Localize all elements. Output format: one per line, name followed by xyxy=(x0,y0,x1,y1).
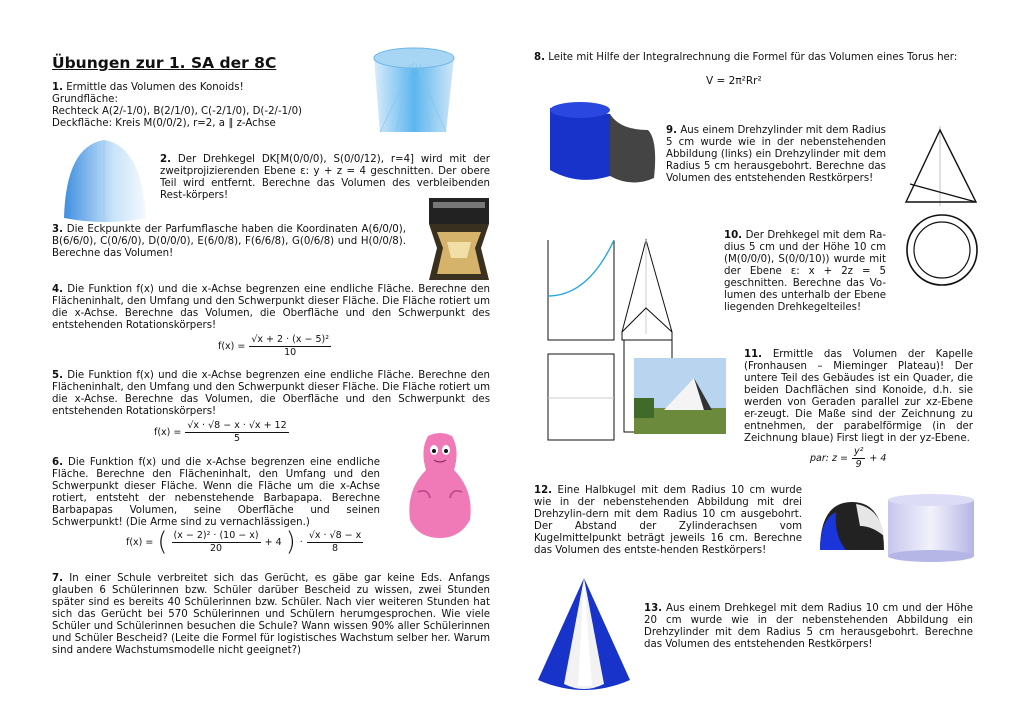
task-number: 12. xyxy=(534,485,553,496)
formula-denominator: 8 xyxy=(332,542,339,554)
task-1-line: Deckfläche: Kreis M(0/0/2), r=2, a ∥ z-Achse xyxy=(52,118,276,129)
task-number: 13. xyxy=(644,603,663,614)
drilled-hemisphere-image xyxy=(816,496,888,556)
task-9-text: Aus einem Drehzylinder mit dem Radius 5 cm wurde wie in der nebenstehenden Abbildung (links) ein Drehzylinder mit dem Radius 5 cm herausgebohrt. Berechne das Volumen des entstehenden Restkörpers! xyxy=(666,125,886,184)
task-11-text: Ermittle das Volumen der Kapelle (Fronhausen – Mieminger Plateau)! Der untere Teil des Gebäudes ist ein Quader, die beiden Dachflächen sind Konoide, d.h. sie werden von Geraden parallel zur xz-Ebene er-zeugt. Die Maße sind der Zeichnung zu entnehmen, der parabelförmige (in der Zeichnung blaue) First liegt in der yz-Ebene. xyxy=(744,349,973,444)
task-number: 9. xyxy=(666,125,677,136)
task-8 xyxy=(534,52,994,64)
task-number: 4. xyxy=(52,284,63,295)
task-13-text: Aus einem Drehkegel mit dem Radius 10 cm und der Höhe 20 cm wurde wie in der nebenstehenden Abbildung ein Drehzylinder mit dem Radius 5 cm herausgebohrt. Berechne das Volumen des entstehenden Restkörpers! xyxy=(644,603,973,650)
formula-numerator: (x − 2)² · (10 − x) xyxy=(173,529,259,541)
formula-numerator: y² xyxy=(853,446,864,457)
formula-denominator: 20 xyxy=(210,542,223,554)
task-6-text: Die Funktion f(x) und die x-Achse begrenzen eine endliche Fläche. Berechne den Flächeninhalt, den Umfang und den Schwerpunkt dieser Fläche. Wenn die Fläche um die x-Achse rotiert, entsteht der nebenstehende Barbapapa. Berechne Barbapapas Volumen, seine Oberfläche und seinen Schwerpunkt! (Die Arme sind zu vernachlässigen.) xyxy=(52,457,380,528)
task-2-text: Der Drehkegel DK[M(0/0/0), S(0/0/12), r=4] wird mit der zweitprojizierenden Ebene ε: y + z = 4 geschnitten. Der obere Teil wird entfernt. Berechne das Volumen des verbleibenden Rest-körpers! xyxy=(160,154,490,201)
formula-4 xyxy=(218,334,331,359)
task-3 xyxy=(52,224,406,260)
conoid-image xyxy=(366,40,462,140)
task-number: 11. xyxy=(744,349,763,360)
task-12 xyxy=(534,485,802,557)
task-10-text: Der Drehkegel mit dem Ra-dius 5 cm und der Höhe 10 cm (M(0/0/0), S(0/0/10)) wurde mit der Ebene ε: x + 2z = 5 geschnitten. Berechne das Vo-lumen des unterhalb der Ebene liegenden Drehkegelteiles! xyxy=(724,230,886,313)
cone-section-image xyxy=(56,136,151,226)
page-title: Übungen zur 1. SA der 8C xyxy=(52,54,277,72)
task-1-line: Rechteck A(2/-1/0), B(2/1/0), C(-2/1/0), D(-2/-1/0) xyxy=(52,106,303,117)
task-11 xyxy=(744,349,973,445)
task-5-text: Die Funktion f(x) und die x-Achse begrenzen eine endliche Fläche. Berechne den Flächeninhalt, den Umfang und den Schwerpunkt dieser Fläche. Die Fläche rotiert um die x-Achse. Berechne das Volumen, die Oberfläche und den Schwerpunkt des entstehenden Rotationskörpers! xyxy=(52,370,490,417)
task-4-text: Die Funktion f(x) und die x-Achse begrenzen eine endliche Fläche. Berechne den Flächeninhalt, den Umfang und den Schwerpunkt dieser Fläche. Die Fläche rotiert um die x-Achse. Berechne das Volumen, die Oberfläche und den Schwerpunkt des entstehenden Rotationskörpers! xyxy=(52,284,490,331)
torus-formula: V = 2π²Rr² xyxy=(706,75,762,87)
task-6 xyxy=(52,457,380,529)
task-number: 1. xyxy=(52,82,63,93)
drilled-cylinder-image xyxy=(548,100,660,188)
formula-numerator: √x · √8 − x xyxy=(308,529,362,541)
circle-drawing xyxy=(902,212,982,288)
drilled-cone-image xyxy=(534,576,634,700)
task-12-text: Eine Halbkugel mit dem Radius 10 cm wurde wie in der nebenstehenden Abbildung mit drei Drehzylin-dern mit dem Radius 10 cm ausgebohrt. Der Abstand der Zylinderachsen vom Kugelmittelpunkt beträgt jeweils 16 cm. Berechne das Volumen des entste-henden Restkörpers! xyxy=(534,485,802,556)
formula-denominator: 5 xyxy=(233,433,241,444)
task-number: 8. xyxy=(534,52,545,63)
task-9 xyxy=(666,125,886,185)
task-number: 6. xyxy=(52,457,63,468)
task-4 xyxy=(52,284,490,332)
task-10 xyxy=(724,230,886,314)
formula-denominator: 9 xyxy=(855,459,862,470)
task-8-text: Leite mit Hilfe der Integralrechnung die Formel für das Volumen eines Torus her: xyxy=(548,52,958,63)
parabola-formula xyxy=(810,446,886,471)
task-1-line: Grundfläche: xyxy=(52,94,118,105)
formula-plus: + 4 xyxy=(264,536,282,548)
task-1 xyxy=(52,82,352,130)
chapel-photo xyxy=(634,358,726,434)
task-number: 5. xyxy=(52,370,63,381)
formula-numerator: √x + 2 · (x − 5)² xyxy=(251,334,330,345)
task-number: 7. xyxy=(52,573,63,584)
task-number: 2. xyxy=(160,154,171,165)
cylinder-image xyxy=(886,494,976,564)
formula-label: f(x) = xyxy=(126,536,154,548)
task-13 xyxy=(644,603,973,651)
task-number: 10. xyxy=(724,230,743,241)
formula-label: f(x) = xyxy=(154,427,182,438)
formula-label: par: z = xyxy=(810,453,848,464)
formula-5 xyxy=(154,420,289,445)
cone-drawing xyxy=(900,124,980,208)
formula-plus: + 4 xyxy=(869,453,887,464)
task-3-text: Die Eckpunkte der Parfumflasche haben die Koordinaten A(6/0/0), B(6/6/0), C(0/6/0), D(0/0/0), E(6/0/8), F(6/6/8), G(0/6/8) und H(0/0/8). Berechne das Volumen! xyxy=(52,224,406,259)
formula-denominator: 10 xyxy=(284,347,297,358)
barbapapa-image xyxy=(400,430,480,540)
task-7-text: In einer Schule verbreitet sich das Gerücht, es gäbe gar keine Eds. Anfangs glauben 6 Schülerinnen bzw. Schüler darüber Bescheid zu wissen, zwei Stunden später sind es bereits 40 Schülerinnen bzw. Schüler. Nach vier weiteren Stunden hat sich das Gerücht bei 570 Schülerinnen und Schülern herumgesprochen. Wie viele Schüler und Schülerinnen besuchen die Schule? Wann wissen 90% aller Schülerinnen und Schüler Bescheid? (Leite die Formel für logistisches Wachstum selber her. Warum sind andere Wachstumsmodelle nicht geeignet?) xyxy=(52,573,490,656)
task-7 xyxy=(52,573,490,657)
formula-6: f(x) = ( $\frac{\text{(x − 2)² · (10 − x)}}{20}$ + 4 ) · $\frac{√x \cdot √8 - x}{8}$ xyxy=(126,527,362,557)
task-1-line: Ermittle das Volumen des Konoids! xyxy=(66,82,244,93)
formula-label: f(x) = xyxy=(218,341,246,352)
perfume-bottle-image xyxy=(423,196,495,284)
task-5 xyxy=(52,370,490,418)
task-number: 3. xyxy=(52,224,63,235)
task-2 xyxy=(160,154,490,202)
formula-numerator: √x · √8 − x · √x + 12 xyxy=(187,420,287,431)
